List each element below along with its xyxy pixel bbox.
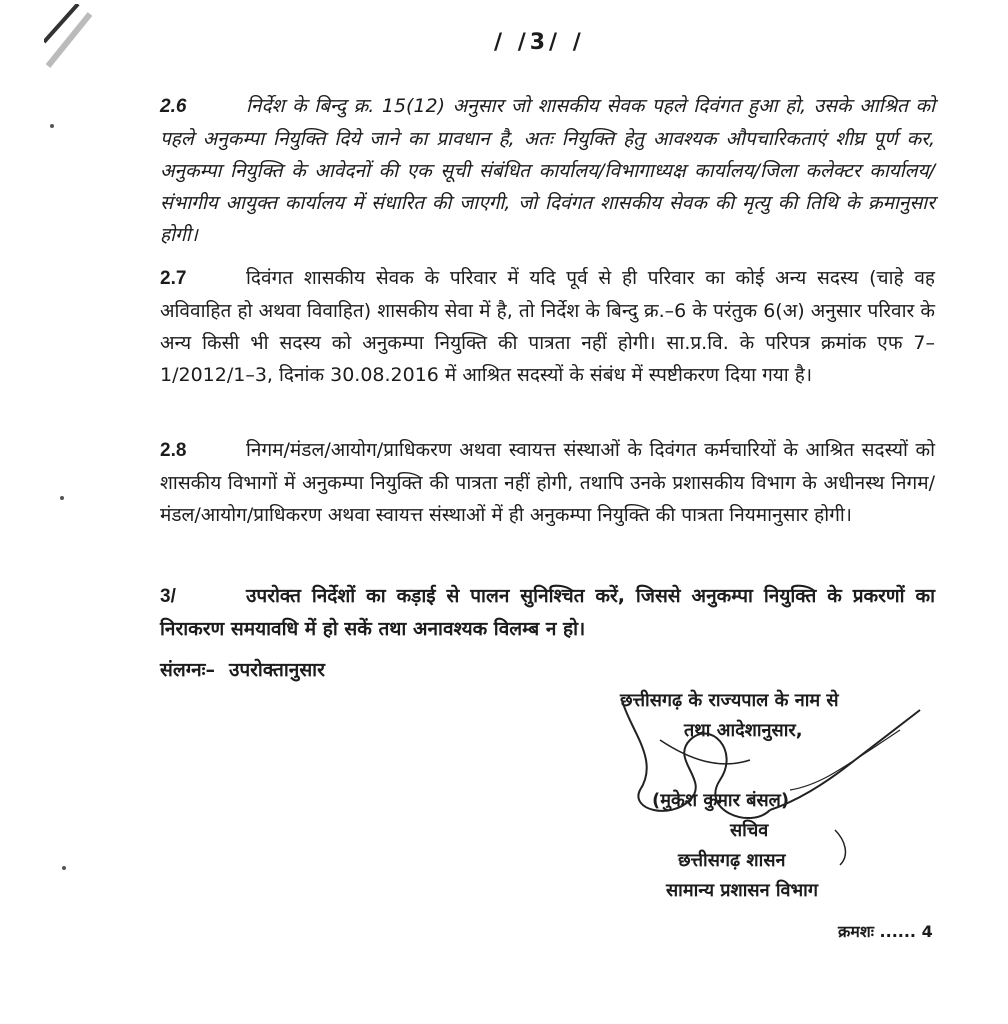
enclosure-line	[160, 656, 339, 682]
paragraph-text: निगम/मंडल/आयोग/प्राधिकरण अथवा स्वायत्त संस्थाओं के दिवंगत कर्मचारियों के आश्रित सदस्यों को शासकीय विभागों में अनुकम्पा नियुक्ति की पात्रता नहीं होगी, तथापि उनके प्रशासकीय विभाग के अधीनस्थ निगम/मंडल/आयोग/प्राधिकरण अथवा स्वायत्त संस्थाओं में ही अनुकम्पा नियुक्ति की पात्रता नियमानुसार होगी।	[160, 439, 935, 526]
signatory-name: (मुकेश कुमार बंसल)	[652, 790, 790, 811]
paragraph-number: 2.6	[160, 96, 187, 117]
scan-speck	[60, 496, 64, 500]
signatory-government: छत्तीसगढ़ शासन	[678, 850, 786, 871]
paragraph-number: 2.8	[160, 440, 187, 461]
corner-staple-mark	[44, 4, 114, 74]
signatory-designation: सचिव	[730, 820, 769, 841]
continued-marker: क्रमशः ...... 4	[838, 922, 933, 941]
paragraph-number: 3/	[160, 586, 176, 607]
paragraph-text: निर्देश के बिन्दु क्र. 15(12) अनुसार जो शासकीय सेवक पहले दिवंगत हुआ हो, उसके आश्रित को पहले अनुकम्पा नियुक्ति दिये जाने का प्रावधान है, अतः नियुक्ति हेतु आवश्यक औपचारिकताएं शीघ्र पूर्ण कर, अनुकम्पा नियुक्ति के आवेदनों की एक सूची संबंधित कार्यालय/विभागाध्यक्ष कार्यालय/जिला कलेक्टर कार्यालय/संभागीय आयुक्त कार्यालय में संधारित की जाएगी, जो दिवंगत शासकीय सेवक की मृत्यु की तिथि के क्रमानुसार होगी।	[160, 95, 935, 246]
page-number: / /3/ /	[494, 30, 585, 55]
scan-speck	[50, 124, 54, 128]
scan-speck	[62, 866, 66, 870]
signature-authority-line: छत्तीसगढ़ के राज्यपाल के नाम से	[620, 690, 839, 711]
handwritten-signature	[600, 700, 940, 870]
paragraph-2-7	[160, 262, 935, 391]
enclosure-label: संलग्नः–	[160, 659, 215, 681]
paragraph-text: दिवंगत शासकीय सेवक के परिवार में यदि पूर्व से ही परिवार का कोई अन्य सदस्य (चाहे वह अविवाहित हो अथवा विवाहित) शासकीय सेवा में है, तो निर्देश के बिन्दु क्र.–6 के परंतुक 6(अ) अनुसार परिवार के अन्य किसी भी सदस्य को अनुकम्पा नियुक्ति की पात्रता नहीं होगी। सा.प्र.वि. के परिपत्र क्रमांक एफ 7–1/2012/1–3, दिनांक 30.08.2016 में आश्रित सदस्यों के संबंध में स्पष्टीकरण दिया गया है।	[160, 267, 935, 386]
paragraph-number: 2.7	[160, 268, 187, 289]
enclosure-value: उपरोक्तानुसार	[228, 659, 325, 681]
signature-order-line: तथा आदेशानुसार,	[684, 720, 803, 741]
paragraph-2-8	[160, 434, 935, 531]
paragraph-3	[160, 580, 935, 645]
paragraph-2-6	[160, 90, 935, 251]
paragraph-text: उपरोक्त निर्देशों का कड़ाई से पालन सुनिश्चित करें, जिससे अनुकम्पा नियुक्ति के प्रकरणों का निराकरण समयावधि में हो सकें तथा अनावश्यक विलम्ब न हो।	[160, 585, 935, 640]
signatory-department: सामान्य प्रशासन विभाग	[666, 880, 818, 901]
